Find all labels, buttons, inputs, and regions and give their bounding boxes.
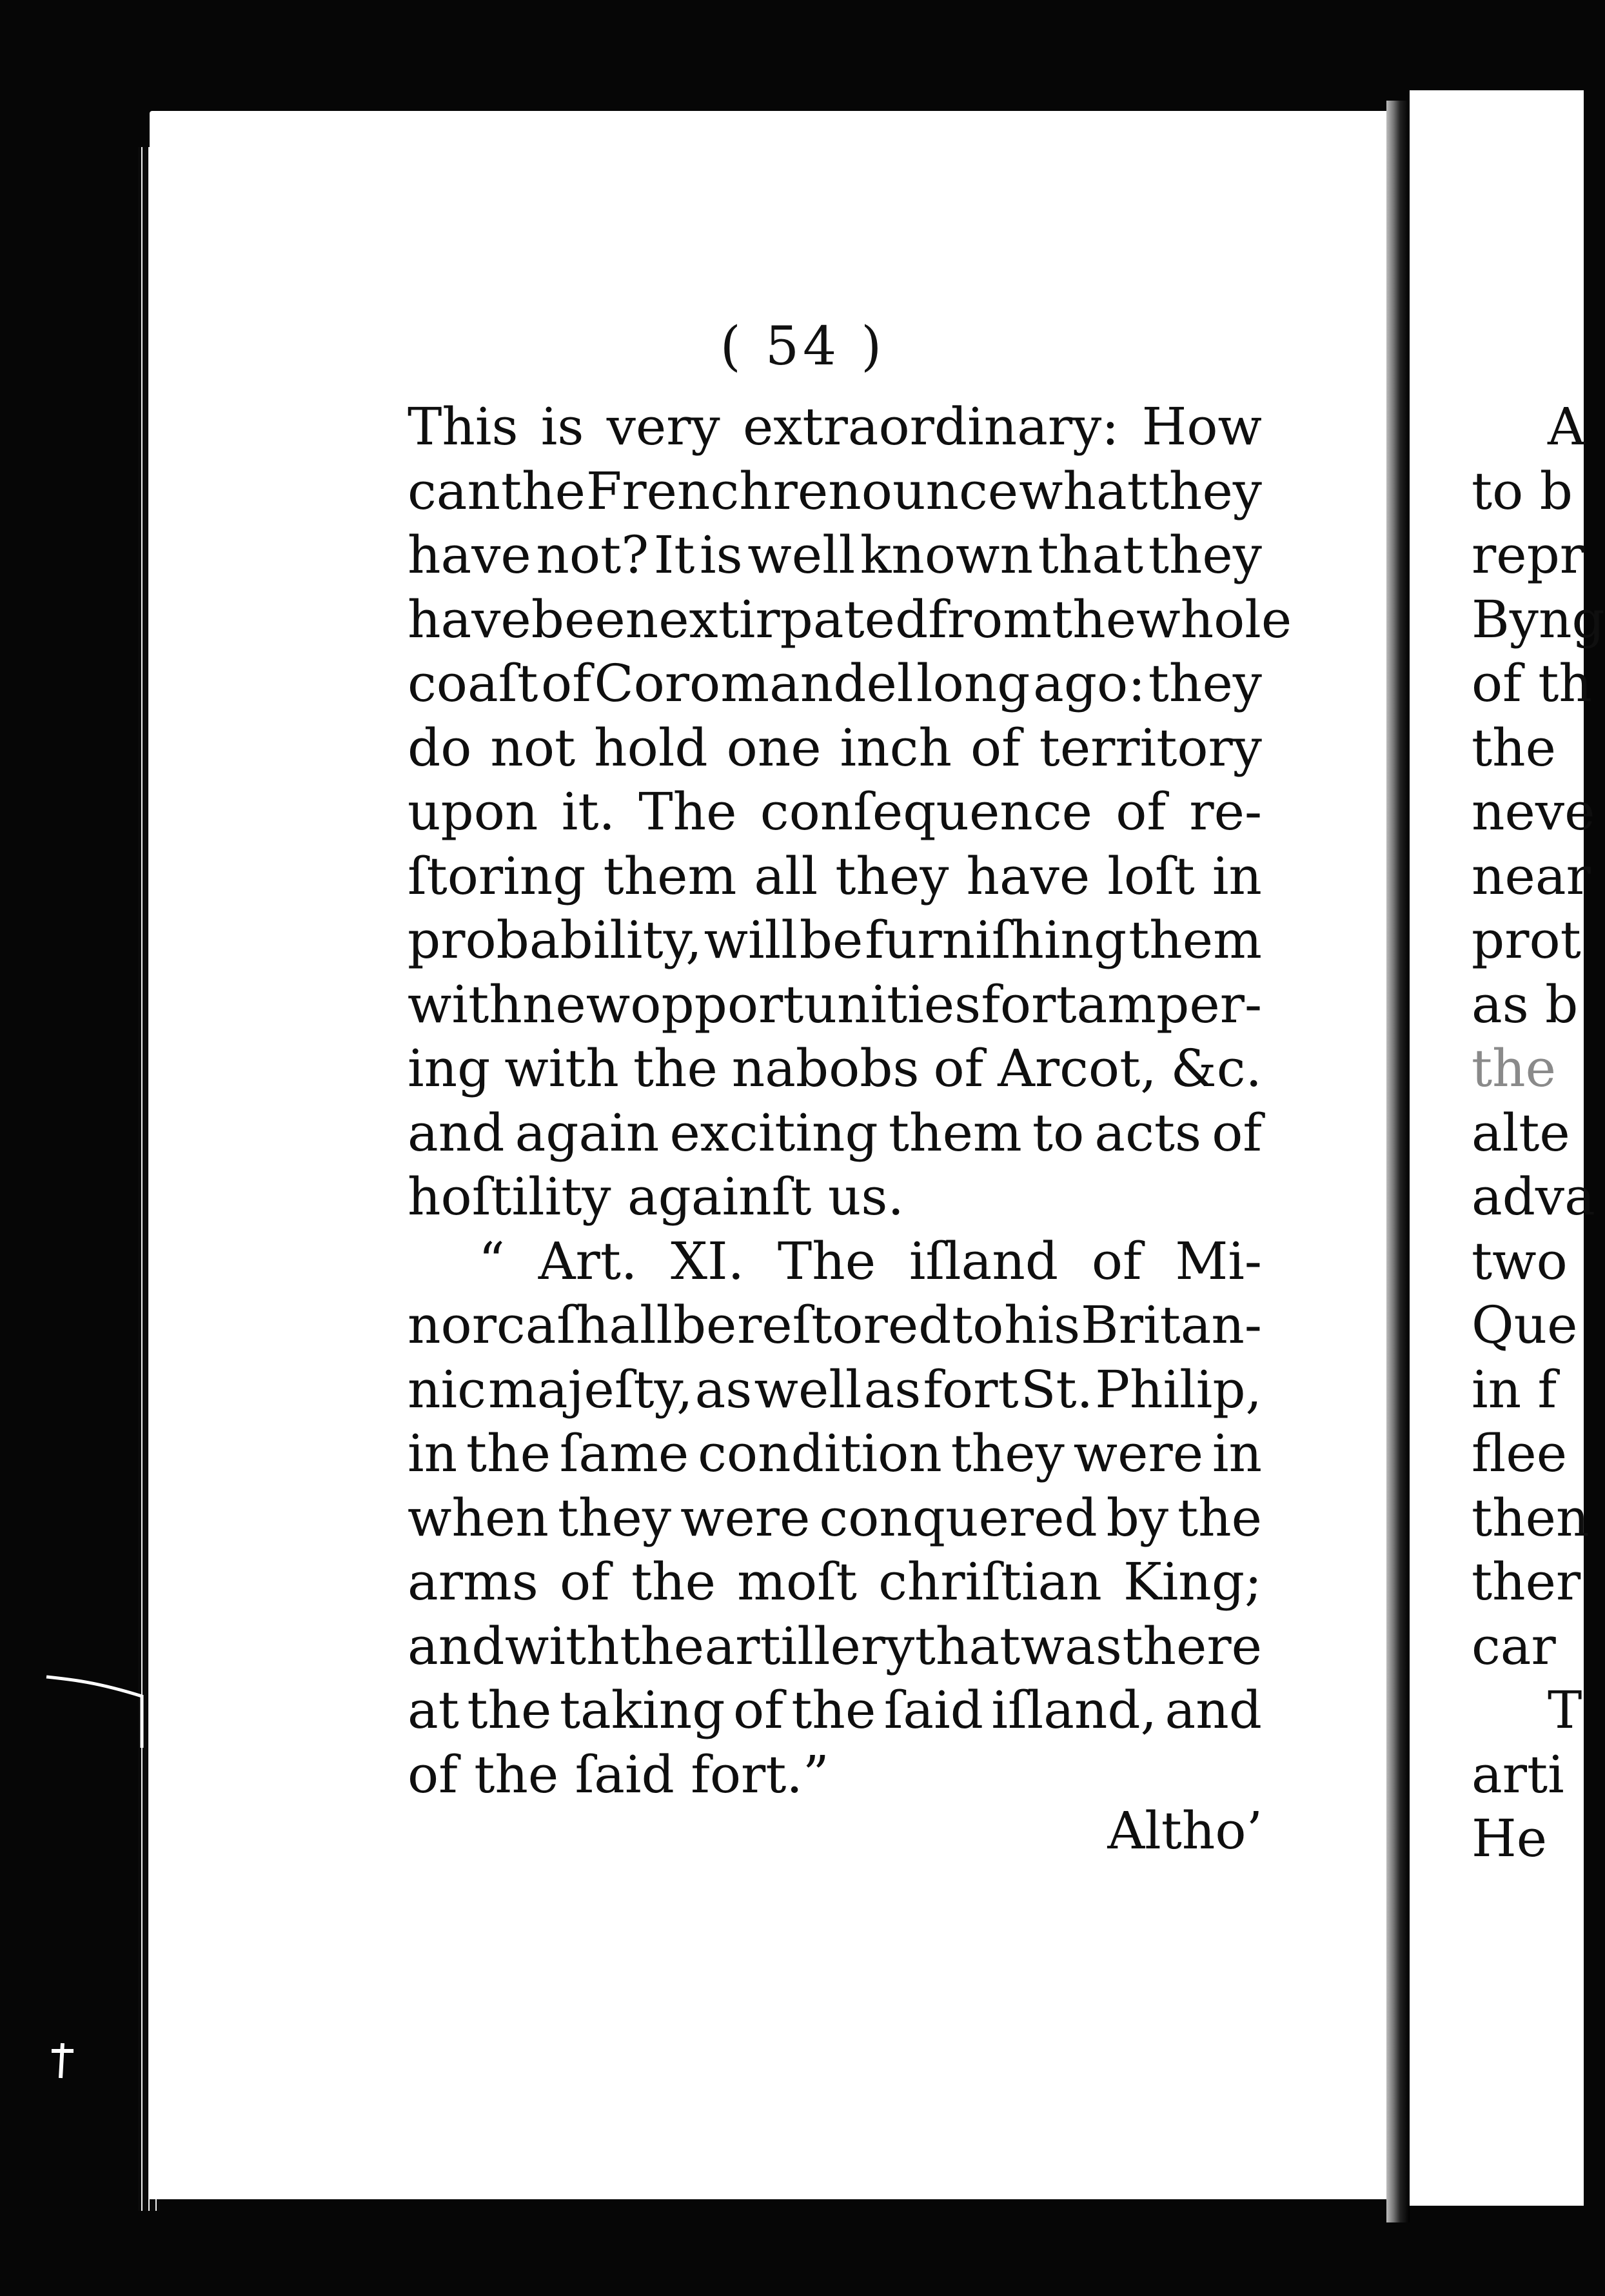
text-line — [408, 1229, 1262, 1294]
word: King; — [1123, 1552, 1262, 1612]
word: hoſtility — [408, 1167, 611, 1227]
book-gutter — [1386, 101, 1410, 2222]
word: How — [1141, 397, 1262, 457]
word: Mi- — [1175, 1231, 1262, 1291]
text-line: alte — [1472, 1102, 1570, 1163]
word: taking — [559, 1680, 725, 1740]
word: loſt — [1107, 846, 1195, 906]
word: ſhall — [556, 1295, 673, 1355]
word: chriſtian — [878, 1552, 1102, 1612]
word: reſtored — [737, 1295, 952, 1355]
text-line: ther — [1472, 1552, 1581, 1612]
word: at — [408, 1680, 459, 1740]
text-line — [408, 1036, 1262, 1101]
text-line — [408, 1486, 1262, 1550]
word: nic — [408, 1359, 486, 1420]
word: French — [586, 460, 773, 521]
text-line — [408, 459, 1262, 524]
word: new — [522, 974, 631, 1034]
text-line: flee — [1472, 1423, 1568, 1483]
text-line: prot — [1472, 910, 1581, 970]
word: extraordinary: — [742, 397, 1119, 457]
word: in — [1212, 1423, 1262, 1483]
word: moſt — [737, 1552, 857, 1612]
word: us. — [827, 1167, 904, 1227]
word: territory — [1039, 717, 1262, 778]
word: will — [704, 910, 798, 970]
word: with — [504, 1616, 620, 1676]
text-line — [408, 780, 1262, 844]
word: exciting — [669, 1102, 878, 1163]
word: renounce — [773, 460, 1019, 521]
word: can — [408, 460, 501, 521]
text-line — [408, 1101, 1262, 1165]
text-line: the — [1472, 1038, 1557, 1098]
word: that — [1038, 525, 1144, 585]
word: to — [952, 1295, 1004, 1355]
word: in — [1212, 846, 1262, 906]
word: Coromandel — [594, 653, 914, 713]
text-line — [408, 1550, 1262, 1614]
word: the — [467, 1680, 552, 1740]
word: ing — [408, 1038, 491, 1098]
word: and — [408, 1616, 505, 1676]
word: be — [673, 1295, 737, 1355]
text-line: near — [1472, 846, 1591, 906]
word: one — [726, 717, 822, 778]
word: were — [680, 1487, 811, 1548]
text-line — [408, 908, 1262, 973]
word: the — [620, 1616, 705, 1676]
word: they — [557, 1487, 672, 1548]
word: be — [799, 910, 863, 970]
text-line: to b — [1472, 460, 1573, 521]
word: is — [540, 397, 584, 457]
word: of — [1212, 1102, 1262, 1163]
word: them — [888, 1102, 1022, 1163]
word: “ — [478, 1231, 505, 1291]
word: inch — [840, 717, 952, 778]
text-line — [408, 1293, 1262, 1358]
word: probability, — [408, 910, 702, 970]
text-line: Que — [1472, 1295, 1578, 1355]
word: and — [408, 1102, 505, 1163]
word: condition — [698, 1423, 942, 1483]
text-line — [408, 588, 1292, 652]
word: Britan- — [1080, 1295, 1262, 1355]
word: there — [1122, 1616, 1262, 1676]
text-line — [408, 1678, 1262, 1743]
text-line — [408, 716, 1262, 780]
word: them — [1128, 910, 1262, 970]
word: of — [733, 1680, 783, 1740]
word: upon — [408, 782, 538, 842]
word: of — [1091, 1231, 1142, 1291]
word: re- — [1189, 782, 1262, 842]
word: ſtoring — [408, 846, 586, 906]
word: opportunities — [630, 974, 981, 1034]
word: they — [1148, 460, 1262, 521]
scan-artifact-icon — [45, 1670, 148, 1748]
word: of — [541, 653, 591, 713]
word: majeſty, — [488, 1359, 693, 1420]
word: they — [835, 846, 949, 906]
text-line: then — [1472, 1487, 1590, 1548]
word: tamper- — [1056, 974, 1262, 1034]
word: againſt — [627, 1167, 812, 1227]
word: have — [408, 589, 531, 649]
word: the — [1177, 1487, 1262, 1548]
word: The — [777, 1231, 876, 1291]
text-line: of th — [1472, 653, 1592, 713]
word: Arcot, — [998, 1038, 1157, 1098]
word: &c. — [1170, 1038, 1262, 1098]
word: the — [466, 1423, 551, 1483]
word: not — [490, 717, 576, 778]
word: XI. — [671, 1231, 745, 1291]
word: Art. — [538, 1231, 638, 1291]
word: they — [950, 1423, 1065, 1483]
text-line — [408, 1421, 1262, 1486]
text-line: A — [1548, 397, 1585, 457]
text-line: the — [1472, 717, 1557, 778]
word: the — [474, 1744, 559, 1805]
word: of — [933, 1038, 984, 1098]
word: all — [754, 846, 818, 906]
word: iſland — [909, 1231, 1059, 1291]
word: furniſhing — [865, 910, 1127, 970]
text-line: repr — [1472, 525, 1585, 585]
word: of — [1116, 782, 1167, 842]
word: been — [531, 589, 659, 649]
word: nabobs — [731, 1038, 920, 1098]
text-line: neve — [1472, 782, 1595, 842]
text-line — [408, 1614, 1262, 1679]
word: them — [603, 846, 737, 906]
text-line — [408, 1165, 1262, 1229]
word: it. — [561, 782, 615, 842]
word: long — [916, 653, 1030, 713]
text-line — [408, 523, 1262, 588]
word: that — [914, 1616, 1021, 1676]
word: ſame — [559, 1423, 689, 1483]
word: they — [1148, 653, 1262, 713]
word: very — [606, 397, 720, 457]
text-line: car — [1472, 1616, 1556, 1676]
text-line: in f — [1472, 1359, 1557, 1420]
word: the — [791, 1680, 876, 1740]
left-page-text — [408, 395, 1292, 1806]
word: the — [1052, 589, 1137, 649]
page-number: ( 54 ) — [720, 316, 886, 377]
word: the — [633, 1038, 718, 1098]
word: conquered — [819, 1487, 1098, 1548]
word: what — [1019, 460, 1148, 521]
word: ago: — [1033, 653, 1146, 713]
word: This — [408, 397, 518, 457]
text-line — [408, 844, 1262, 909]
word: from — [928, 589, 1052, 649]
right-page-text — [1472, 395, 1605, 1871]
word: they — [1148, 525, 1262, 585]
word: of — [408, 1744, 458, 1805]
word: when — [408, 1487, 549, 1548]
word: and — [1165, 1680, 1262, 1740]
word: with — [504, 1038, 619, 1098]
word: as — [863, 1359, 921, 1420]
word: by — [1106, 1487, 1169, 1548]
word: hold — [594, 717, 708, 778]
word: St. — [1020, 1359, 1094, 1420]
text-line: arti — [1472, 1744, 1564, 1805]
word: well — [754, 1359, 862, 1420]
word: whole — [1136, 589, 1292, 649]
word: norca — [408, 1295, 556, 1355]
word: the — [500, 460, 586, 521]
word: have — [966, 846, 1090, 906]
word: was — [1020, 1616, 1122, 1676]
word: were — [1073, 1423, 1204, 1483]
text-line: T — [1548, 1680, 1582, 1740]
word: do — [408, 717, 472, 778]
text-line — [408, 1743, 1262, 1807]
word: again — [515, 1102, 660, 1163]
word: coaſt — [408, 653, 538, 713]
text-line — [408, 651, 1262, 716]
word: conſequence — [760, 782, 1092, 842]
text-line: adva — [1472, 1167, 1595, 1227]
word: artillery — [704, 1616, 915, 1676]
word: Philip, — [1095, 1359, 1262, 1420]
word: The — [638, 782, 737, 842]
word: known — [860, 525, 1034, 585]
word: of — [970, 717, 1021, 778]
word: the — [631, 1552, 716, 1612]
word: fort — [923, 1359, 1019, 1420]
text-line: two — [1472, 1231, 1568, 1291]
word: his — [1004, 1295, 1081, 1355]
word: It — [653, 525, 695, 585]
text-line: He — [1472, 1808, 1548, 1868]
dagger-mark-icon — [46, 2038, 79, 2083]
word: of — [560, 1552, 610, 1612]
text-line — [408, 395, 1262, 459]
word: extirpated — [658, 589, 929, 649]
word: arms — [408, 1552, 538, 1612]
catchword: Altho’ — [1107, 1801, 1263, 1861]
text-line: Byng — [1472, 589, 1605, 649]
word: ſaid — [575, 1744, 674, 1805]
text-line — [408, 973, 1262, 1037]
word: not? — [536, 525, 649, 585]
word: is — [700, 525, 743, 585]
word: ſaid — [883, 1680, 983, 1740]
text-line — [408, 1358, 1262, 1422]
text-line: as b — [1472, 974, 1579, 1034]
word: for — [981, 974, 1056, 1034]
word: iſland, — [991, 1680, 1157, 1740]
word: with — [408, 974, 522, 1034]
word: as — [694, 1359, 753, 1420]
word: to — [1032, 1102, 1085, 1163]
word: fort.” — [691, 1744, 829, 1805]
word: well — [747, 525, 856, 585]
word: have — [408, 525, 531, 585]
word: acts — [1094, 1102, 1202, 1163]
word: in — [408, 1423, 458, 1483]
